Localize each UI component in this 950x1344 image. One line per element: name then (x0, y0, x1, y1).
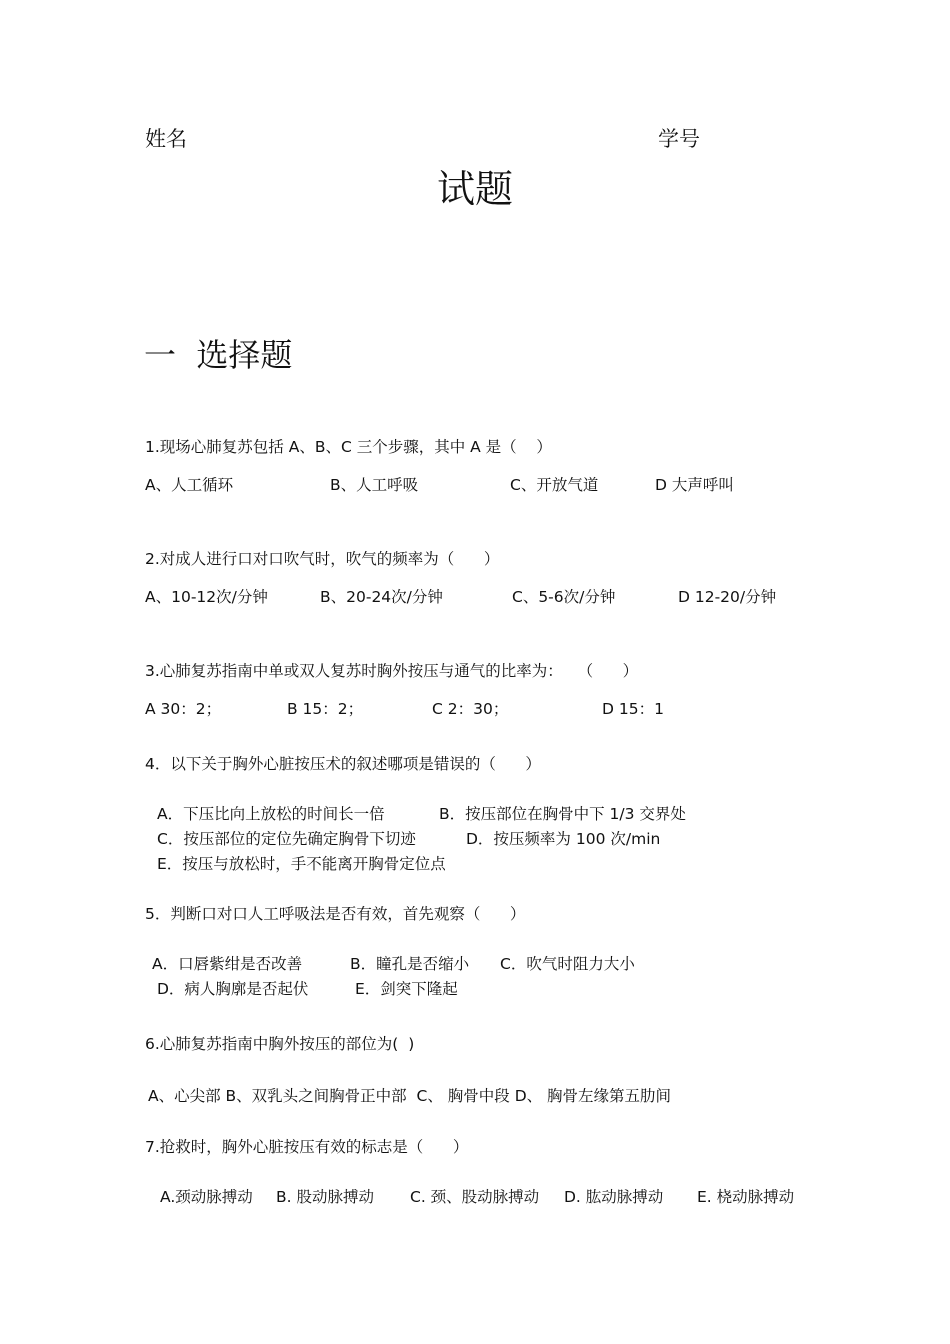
q5-option-e: E．剑突下隆起 (355, 980, 458, 998)
q7-option-a: A.颈动脉搏动 (160, 1188, 253, 1206)
section-heading: 一 选择题 (144, 336, 293, 374)
question-1-stem: 1.现场心肺复苏包括 A、B、C 三个步骤，其中 A 是（ ） (145, 438, 552, 456)
q1-option-b: B、人工呼吸 (330, 476, 419, 494)
q3-option-c: C 2：30； (432, 700, 509, 718)
q5-option-b: B．瞳孔是否缩小 (350, 955, 470, 973)
question-3-stem: 3.心肺复苏指南中单或双人复苏时胸外按压与通气的比率为： （ ） (145, 662, 639, 680)
q6-options-line: A、心尖部 B、双乳头之间胸骨正中部 C、 胸骨中段 D、 胸骨左缘第五肋间 (148, 1087, 672, 1105)
q4-option-b: B．按压部位在胸骨中下 1/3 交界处 (439, 805, 686, 823)
q2-option-a: A、10-12次/分钟 (145, 588, 268, 606)
q3-option-b: B 15：2； (287, 700, 364, 718)
q4-option-a: A．下压比向上放松的时间长一倍 (157, 805, 385, 823)
q1-option-a: A、人工循环 (145, 476, 234, 494)
q4-option-e: E．按压与放松时，手不能离开胸骨定位点 (157, 855, 446, 873)
q5-option-c: C．吹气时阻力大小 (500, 955, 635, 973)
q7-option-d: D. 肱动脉搏动 (564, 1188, 664, 1206)
name-label: 姓名 (145, 127, 187, 151)
q4-option-c: C．按压部位的定位先确定胸骨下切迹 (157, 830, 416, 848)
q2-option-d: D 12-20/分钟 (678, 588, 777, 606)
q4-option-d: D．按压频率为 100 次/min (466, 830, 661, 848)
q3-option-a: A 30：2； (145, 700, 222, 718)
q7-option-b: B. 股动脉搏动 (276, 1188, 374, 1206)
question-4-stem: 4．以下关于胸外心脏按压术的叙述哪项是错误的（ ） (145, 755, 541, 773)
q5-option-a: A．口唇紫绀是否改善 (152, 955, 303, 973)
question-2-stem: 2.对成人进行口对口吹气时，吹气的频率为（ ） (145, 550, 500, 568)
question-6-stem: 6.心肺复苏指南中胸外按压的部位为( ) (145, 1035, 415, 1053)
q5-option-d: D．病人胸廓是否起伏 (157, 980, 309, 998)
q7-option-c: C. 颈、股动脉搏动 (410, 1188, 540, 1206)
q2-option-b: B、20-24次/分钟 (320, 588, 443, 606)
question-7-stem: 7.抢救时，胸外心脏按压有效的标志是（ ） (145, 1138, 469, 1156)
q1-option-c: C、开放气道 (510, 476, 599, 494)
q7-option-e: E. 桡动脉搏动 (697, 1188, 795, 1206)
q3-option-d: D 15：1 (602, 700, 664, 718)
q2-option-c: C、5-6次/分钟 (512, 588, 616, 606)
page-title: 试题 (436, 167, 513, 211)
question-5-stem: 5．判断口对口人工呼吸法是否有效，首先观察（ ） (145, 905, 526, 923)
student-id-label: 学号 (658, 127, 700, 151)
q1-option-d: D 大声呼叫 (655, 476, 734, 494)
